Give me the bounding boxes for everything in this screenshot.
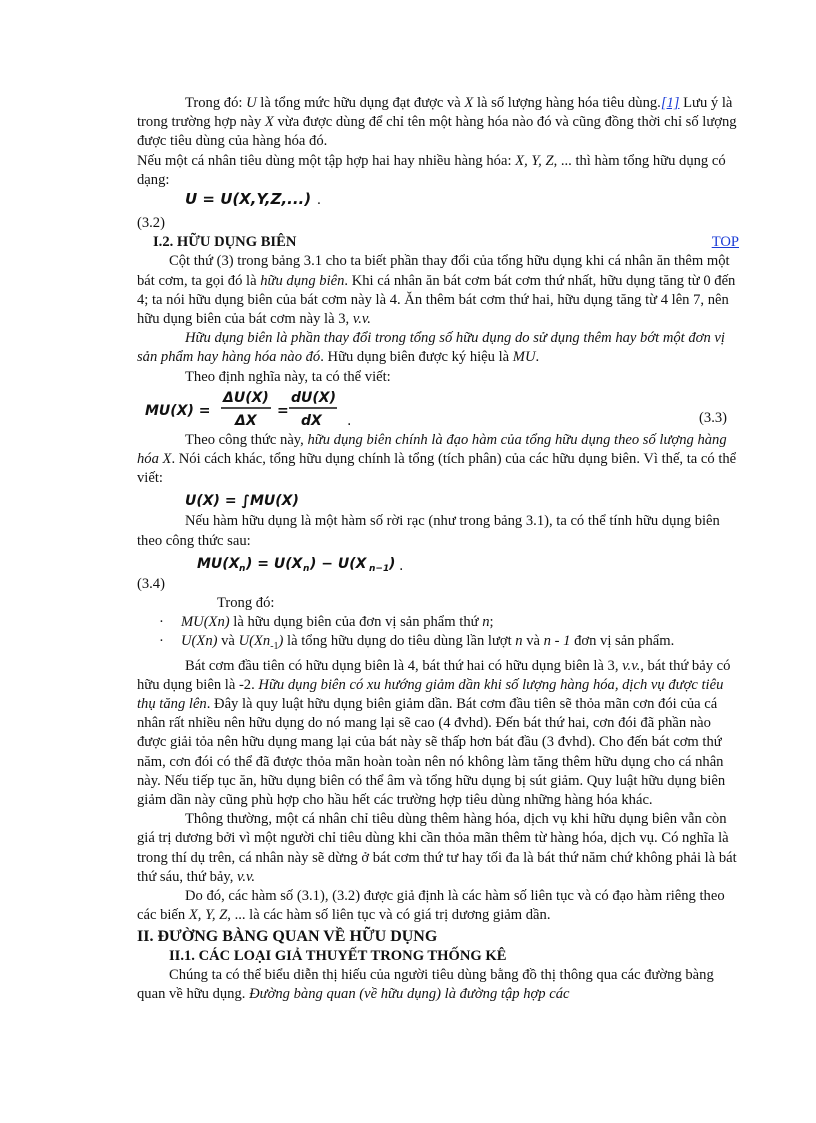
list-item: · U(Xn) và $U(Xn_{-1})$ là tổng hữu dụng do tiêu dùng lần lượt n và n - 1 đơn vị sản phẩm. xyxy=(161,632,739,656)
svg-text:MU(X) =: MU(X) = xyxy=(145,402,211,419)
paragraph-10: Thông thường, một cá nhân chỉ tiêu dùng thêm hàng hóa, dịch vụ khi hữu dụng biên vẫn còn giá trị dương bởi vì một người chỉ tiêu dùng khi cần thỏa mãn thêm từ hàng hóa, dịch vụ. Có nghĩa là trong thí dụ trên, cá nhân này sẽ dừng ở bát cơm thứ tư hay tối đa là bát thứ năm chứ không phải là bát thứ sáu, thứ bảy, v.v. xyxy=(137,811,737,885)
svg-text:) − U(X: ) − U(X xyxy=(310,555,367,572)
paragraph-1: Trong đó: U là tổng mức hữu dụng đạt được và X là số lượng hàng hóa tiêu dùng.[1] Lưu ý là trong trường hợp này X vừa được dùng để chỉ tên một hàng hóa nào đó và cũng đồng thời chỉ số lượng được tiêu dùng của hàng hóa đó. xyxy=(137,95,737,150)
definition-list xyxy=(137,613,739,656)
svg-text:n: n xyxy=(239,563,246,574)
integral-formula-graphic xyxy=(185,488,345,512)
svg-text:dU(X): dU(X) xyxy=(291,389,336,406)
paragraph-5: Theo định nghĩa này, ta có thể viết: xyxy=(185,368,391,385)
svg-text:MU(X: MU(X xyxy=(197,555,240,572)
footnote-link[interactable]: [1] xyxy=(660,95,680,111)
svg-text:U(X) = ∫MU(X): U(X) = ∫MU(X) xyxy=(185,493,299,510)
svg-text:=: = xyxy=(277,402,289,419)
svg-text:dX: dX xyxy=(301,412,322,429)
paragraph-2: Nếu một cá nhân tiêu dùng một tập hợp hai hay nhiều hàng hóa: X, Y, Z, ... thì hàm tổng hữu dụng có dạng: xyxy=(137,152,726,188)
equation-3-2: U = U(X,Y,Z,...) . xyxy=(185,190,321,209)
svg-text:ΔU(X): ΔU(X) xyxy=(223,389,269,406)
svg-text:.: . xyxy=(399,557,404,574)
top-link[interactable]: TOP xyxy=(711,234,739,251)
svg-text:ΔX: ΔX xyxy=(235,412,257,429)
equation-3-3 xyxy=(137,387,739,431)
paragraph-8: Trong đó: xyxy=(217,595,275,612)
marginal-utility-formula xyxy=(145,387,365,431)
svg-text:n−1: n−1 xyxy=(369,563,390,574)
svg-text:) = U(X: ) = U(X xyxy=(246,555,303,572)
document-page xyxy=(137,94,739,1004)
list-item: · MU(Xn) là hữu dụng biên của đơn vị sản phẩm thứ n; xyxy=(161,613,739,632)
paragraph-6: Theo công thức này, hữu dụng biên chính là đạo hàm của tổng hữu dụng theo số lượng hàng hóa X. Nói cách khác, tổng hữu dụng chính là tổng (tích phân) của các hữu dụng biên. Vì thế, ta có thể viết: xyxy=(137,431,737,487)
integral-formula xyxy=(185,488,739,512)
subsection-heading-ii1: II.1. CÁC LOẠI GIẢ THUYẾT TRONG THỐNG KÊ xyxy=(169,947,507,964)
svg-text:): ) xyxy=(389,555,396,572)
svg-text:.: . xyxy=(347,412,352,429)
paragraph-4: Hữu dụng biên là phần thay đổi trong tổng số hữu dụng do sử dụng thêm hay bớt một đơn vị sản phẩm hay hàng hóa nào đó. Hữu dụng biên được ký hiệu là MU. xyxy=(137,330,725,366)
section-heading-ii: II. ĐƯỜNG BÀNG QUAN VỀ HỮU DỤNG xyxy=(137,928,438,946)
paragraph-11: Do đó, các hàm số (3.1), (3.2) được giả định là các hàm số liên tục và có đạo hàm riêng theo các biến X, Y, Z, ... là các hàm số liên tục và có giá trị dương giảm dần. xyxy=(137,888,725,924)
paragraph-7: Nếu hàm hữu dụng là một hàm số rời rạc (như trong bảng 3.1), ta có thể tính hữu dụng biên theo công thức sau: xyxy=(137,513,720,549)
paragraph-9: Bát cơm đầu tiên có hữu dụng biên là 4, bát thứ hai có hữu dụng biên là 3, v.v., bát thứ bảy có hữu dụng biên là -2. Hữu dụng biên có xu hướng giảm dần khi số lượng hàng hóa, dịch vụ được tiêu thụ tăng lên. Đây là quy luật hữu dụng biên giảm dần. Bát cơm đầu tiên sẽ thỏa mãn cơn đói của cá nhân rất nhiều nên hữu dụng do nó mang lại sẽ cao (4 đvhd). Đến bát thứ hai, cơn đói đã phần nào được giải tỏa nên hữu dụng mang lại của bát này sẽ thấp hơn bát đầu (3 đvhd). Cho đến bát cơm thứ năm, cơn đói có thể đã được thỏa mãn hoàn toàn nên nó không làm tăng thêm hữu dụng cho cá nhân này. Nếu tiếp tục ăn, hữu dụng biên có thể âm và tổng hữu dụng bị sút giảm. Quy luật hữu dụng biên giảm dần này cũng phù hợp cho hầu hết các trường hợp tiêu dùng những hàng hóa khác. xyxy=(137,657,731,808)
discrete-formula xyxy=(197,551,739,575)
equation-number-3-2: (3.2) xyxy=(137,215,165,232)
equation-number-3-4: (3.4) xyxy=(137,575,165,592)
section-heading-i2: I.2. HỮU DỤNG BIÊN TOP xyxy=(153,233,739,252)
equation-number-3-3: (3.3) xyxy=(699,409,727,426)
svg-text:n: n xyxy=(303,563,310,574)
paragraph-12: Chúng ta có thể biểu diễn thị hiếu của người tiêu dùng bằng đồ thị thông qua các đường bàng quan về hữu dụng. Đường bàng quan (về hữu dụng) là đường tập hợp các xyxy=(137,966,714,1003)
paragraph-3: Cột thứ (3) trong bảng 3.1 cho ta biết phần thay đổi của tổng hữu dụng khi cá nhân ăn thêm một bát cơm, ta gọi đó là hữu dụng biên. Khi cá nhân ăn bát cơm bát cơm thứ nhất, hữu dụng tăng từ 0 đến 4; ta nói hữu dụng biên của bát cơm này là 4. Ăn thêm bát cơm thứ hai, hữu dụng tăng từ 4 lên 7, nên hữu dụng biên của bát cơm này là 3, v.v. xyxy=(137,253,736,328)
discrete-formula-graphic xyxy=(197,551,477,575)
